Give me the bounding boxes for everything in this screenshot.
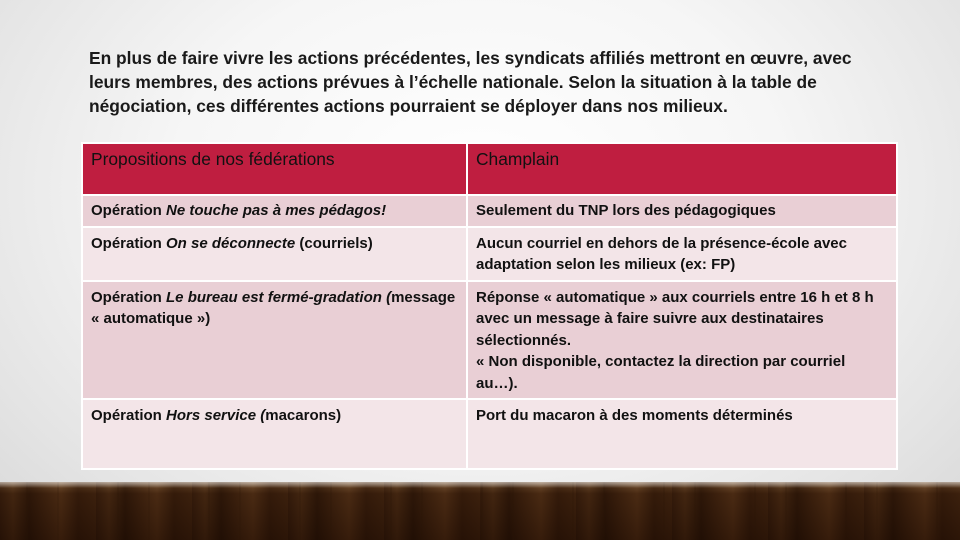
operation-prefix: Opération [91,288,167,306]
champlain-cell [467,281,897,400]
proposition-cell [82,227,467,281]
champlain-cell: Aucun courriel en dehors de la présence-école avec adaptation selon les milieux (ex: FP) [467,227,897,281]
operation-name: On se déconnecte [166,234,296,252]
intro-paragraph: En plus de faire vivre les actions précédentes, les syndicats affiliés mettront en œuvre, avec leurs membres, des actions prévues à l’échelle nationale. Selon la situation à la table de négociation, ces différentes actions pourraient se déployer dans nos milieux. [89,48,852,116]
operation-suffix: (courriels) [295,234,373,252]
table-row [82,195,897,227]
table-row [82,227,897,281]
operation-name: Ne touche pas à mes pédagos! [166,202,387,219]
champlain-cell: Seulement du TNP lors des pédagogiques [467,195,897,227]
champlain-cell: Port du macaron à des moments déterminés [467,399,897,469]
operation-prefix: Opération [91,202,167,219]
proposition-cell [82,281,467,400]
operation-prefix: Opération [91,407,167,424]
champlain-line: Réponse « automatique » aux courriels entre 16 h et 8 h avec un message à faire suivre aux destinataires sélectionnés. [476,288,874,349]
wood-floor [0,482,960,540]
table-row [82,399,897,469]
proposition-cell [82,195,467,227]
operation-name: Le bureau est fermé-gradation ( [166,288,392,306]
champlain-line: « Non disponible, contactez la direction par courriel au…). [476,353,846,392]
actions-table [81,142,896,470]
header-propositions: Propositions de nos fédérations [82,143,467,195]
operation-suffix: message « automatique ») [91,288,456,327]
operation-suffix: macarons) [265,407,342,424]
table-row [82,281,897,400]
operation-name: Hors service ( [166,407,266,424]
table-header-row [82,143,897,195]
proposition-cell [82,399,467,469]
operation-prefix: Opération [91,234,167,252]
header-champlain: Champlain [467,143,897,195]
